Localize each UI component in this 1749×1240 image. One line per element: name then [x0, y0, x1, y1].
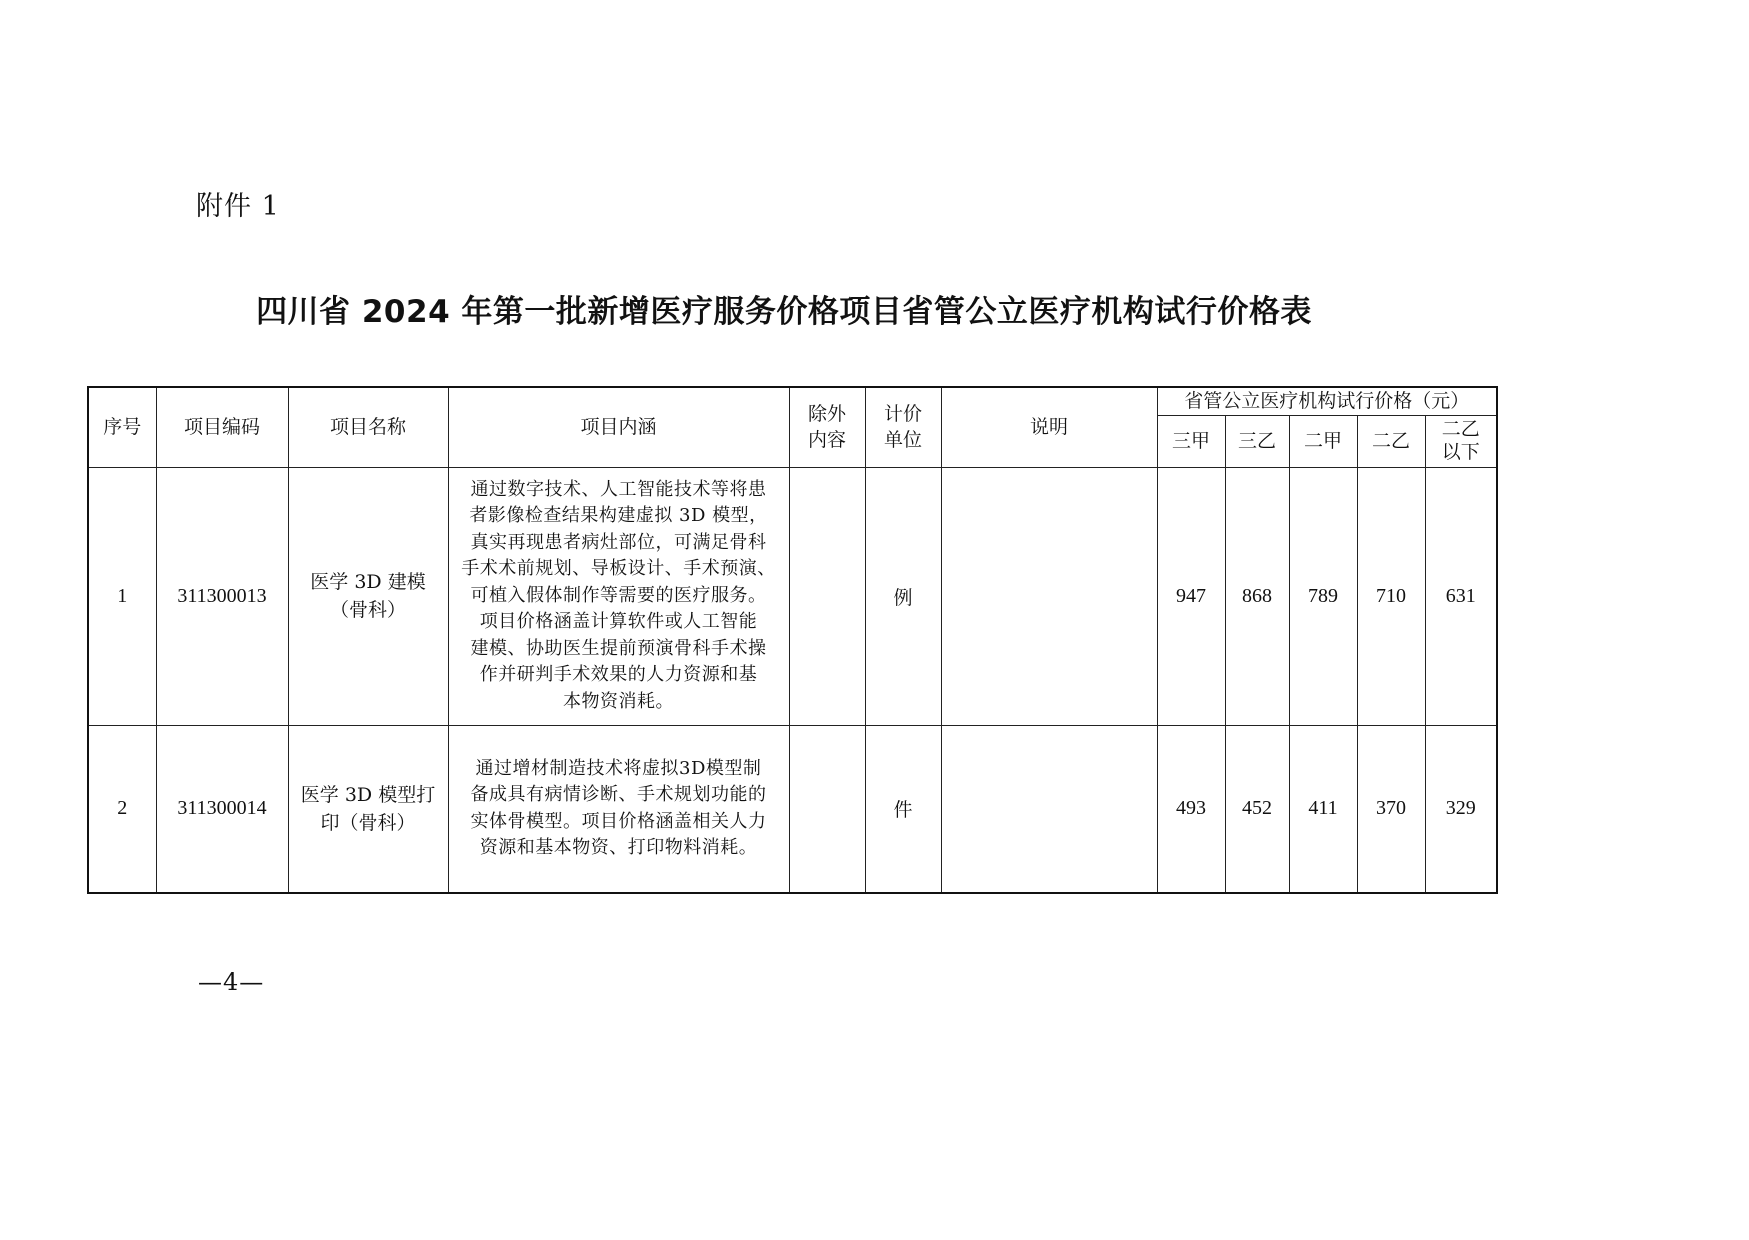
- header-price-group: 省管公立医疗机构试行价格（元）: [1157, 387, 1497, 415]
- row-seq: 1: [88, 467, 156, 725]
- row-content: [448, 725, 789, 893]
- header-level-below-eryi: 二乙 以下: [1425, 415, 1497, 467]
- row-price-sanjia: 493: [1157, 725, 1225, 893]
- row-price-eryi: 370: [1357, 725, 1425, 893]
- attachment-label: 附件 1: [196, 191, 280, 222]
- row-content: [448, 467, 789, 725]
- header-excluded: 除外 内容: [789, 387, 865, 467]
- row-excluded: [789, 467, 865, 725]
- header-level-sanyi: 三乙: [1225, 415, 1289, 467]
- row-code: 311300014: [156, 725, 288, 893]
- row-unit: 件: [865, 725, 941, 893]
- row-code: 311300013: [156, 467, 288, 725]
- header-note: 说明: [941, 387, 1157, 467]
- row-price-eryi: 710: [1357, 467, 1425, 725]
- header-level-eryi: 二乙: [1357, 415, 1425, 467]
- row-price-sanyi: 868: [1225, 467, 1289, 725]
- header-code: 项目编码: [156, 387, 288, 467]
- header-content: 项目内涵: [448, 387, 789, 467]
- header-seq: 序号: [88, 387, 156, 467]
- row-seq: 2: [88, 725, 156, 893]
- row-price-sanjia: 947: [1157, 467, 1225, 725]
- row-price-below-eryi: 631: [1425, 467, 1497, 725]
- row-content-text: 通过增材制造技术将虚拟3D模型制 备成具有病情诊断、手术规划功能的 实体骨模型。项目价格涵盖相关人力 资源和基本物资、打印物料消耗。: [470, 757, 767, 859]
- header-name: 项目名称: [288, 387, 448, 467]
- row-name: 医学 3D 建模 （骨科）: [288, 467, 448, 725]
- row-price-below-eryi: 329: [1425, 725, 1497, 893]
- row-content-text: 通过数字技术、人工智能技术等将患 者影像检查结果构建虚拟 3D 模型， 真实再现患者病灶部位，可满足骨科 手术术前规划、导板设计、手术预演、 可植入假体制作等需要的医疗服务。 项目价格涵盖计算软件或人工智能 建模、协助医生提前预演骨科手术操 作并研判手术效果的人力资源和基 本物资消耗。: [461, 478, 776, 712]
- row-unit: 例: [865, 467, 941, 725]
- document-title: 四川省 2024 年第一批新增医疗服务价格项目省管公立医疗机构试行价格表: [256, 294, 1312, 330]
- row-price-erjia: 411: [1289, 725, 1357, 893]
- header-level-sanjia: 三甲: [1157, 415, 1225, 467]
- row-price-sanyi: 452: [1225, 725, 1289, 893]
- page-number: —4—: [198, 968, 265, 996]
- table-row: [88, 467, 1497, 725]
- price-table: [87, 386, 1498, 894]
- table-row: [88, 725, 1497, 893]
- row-excluded: [789, 725, 865, 893]
- row-name: 医学 3D 模型打 印（骨科）: [288, 725, 448, 893]
- header-unit: 计价 单位: [865, 387, 941, 467]
- header-level-erjia: 二甲: [1289, 415, 1357, 467]
- row-price-erjia: 789: [1289, 467, 1357, 725]
- row-note: [941, 725, 1157, 893]
- row-note: [941, 467, 1157, 725]
